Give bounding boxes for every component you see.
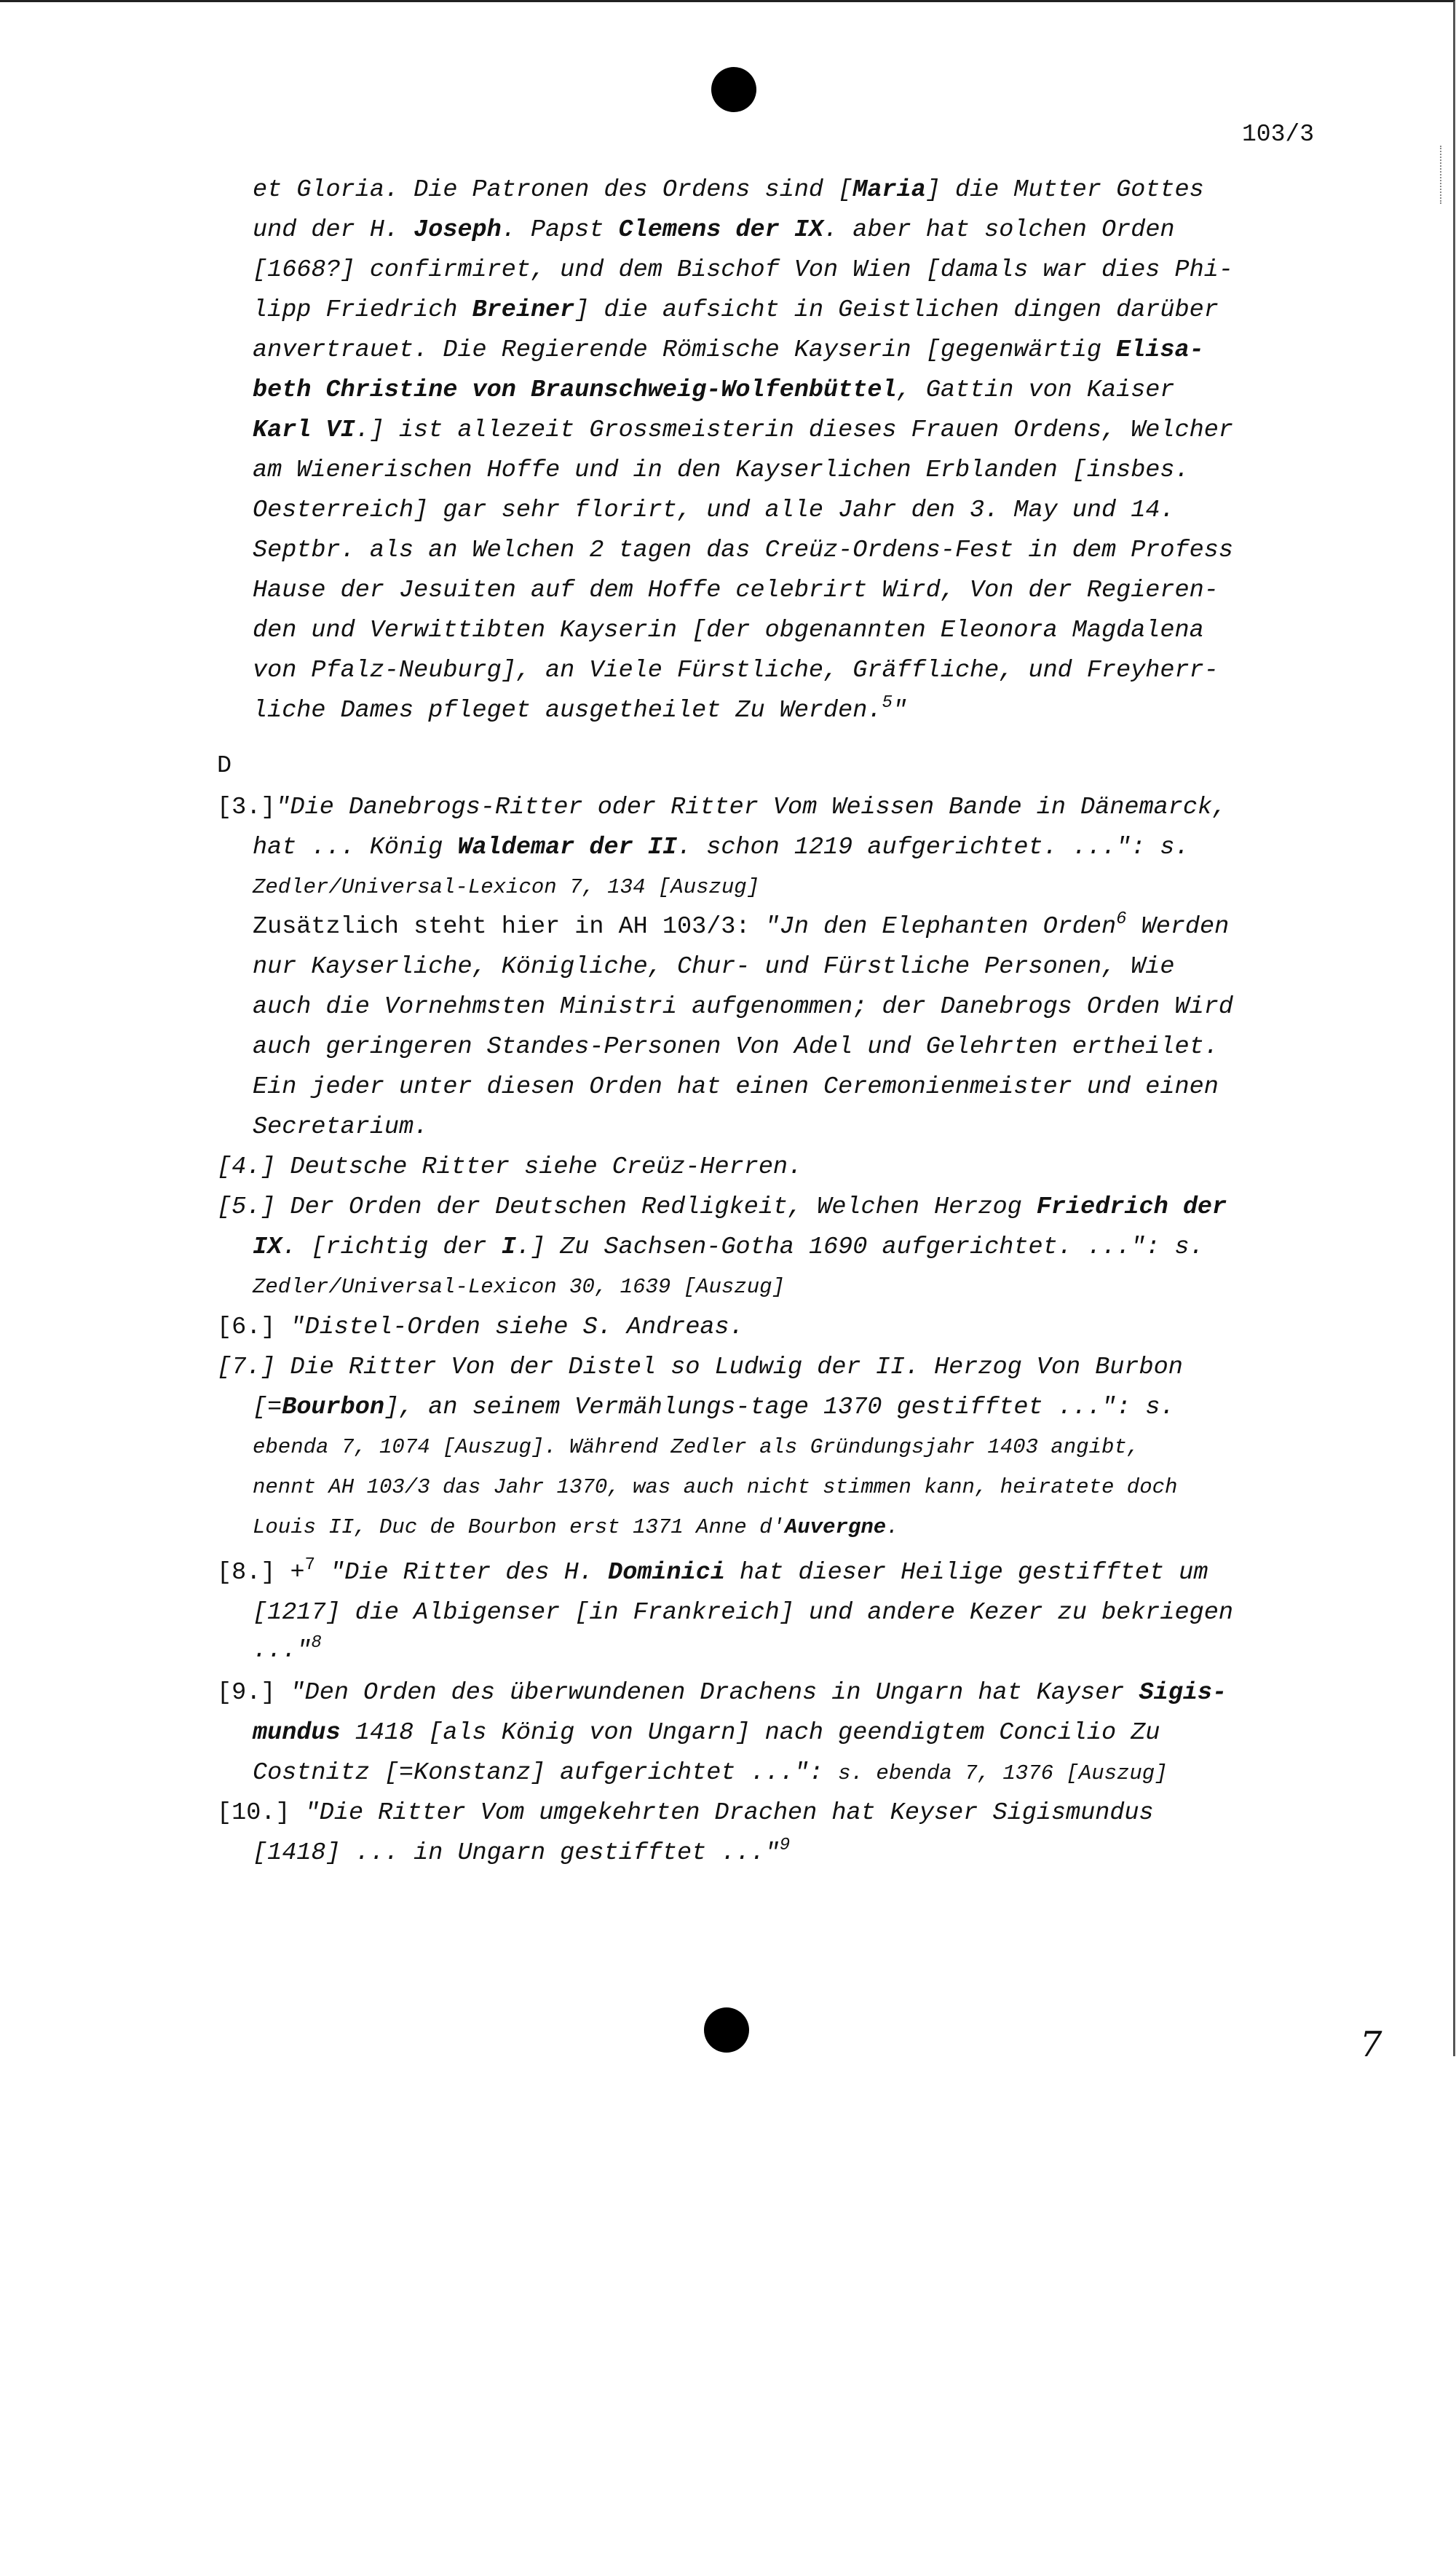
text-line: Costnitz [=Konstanz] aufgerichtet ...": s. ebenda 7, 1376 [Auszug]: [253, 1759, 1168, 1787]
note-line: nennt AH 103/3 das Jahr 1370, was auch nicht stimmen kann, heiratete doch: [253, 1475, 1178, 1499]
text-line: Hause der Jesuiten auf dem Hoffe celebrirt Wird, Von der Regieren-: [253, 577, 1219, 604]
entry-4: [4.] Deutsche Ritter siehe Creüz-Herren.: [217, 1153, 803, 1181]
punch-hole-top: [711, 67, 756, 112]
text-line: IX. [richtig der I.] Zu Sachsen-Gotha 1690 aufgerichtet. ...": s.: [253, 1233, 1204, 1261]
text-line: Ein jeder unter diesen Orden hat einen Ceremonienmeister und einen: [253, 1073, 1219, 1101]
text-line: [1668?] confirmiret, und dem Bischof Von Wien [damals war dies Phi-: [253, 256, 1233, 284]
entry-8: [8.] +$^7$ "Die Ritter des H. Dominici hat dieser Heilige gestifftet um: [217, 1555, 1208, 1587]
note-line: ebenda 7, 1074 [Auszug]. Während Zedler als Gründungsjahr 1403 angibt,: [253, 1435, 1140, 1459]
text-line: Karl VI.] ist allezeit Grossmeisterin dieses Frauen Ordens, Welcher: [253, 416, 1233, 444]
text-line: hat ... König Waldemar der II. schon 1219 aufgerichtet. ...": s.: [253, 834, 1190, 861]
text-line: am Wienerischen Hoffe und in den Kayserlichen Erblanden [insbes.: [253, 457, 1190, 484]
text-line: Zusätzlich steht hier in AH 103/3: "Jn den Elephanten Orden$^6$ Werden: [253, 909, 1230, 941]
text-line: Septbr. als an Welchen 2 tagen das Creüz-Ordens-Fest in dem Profess: [253, 537, 1233, 564]
citation: Zedler/Universal-Lexicon 7, 134 [Auszug]: [253, 875, 760, 899]
entry-10: [10.] "Die Ritter Vom umgekehrten Drachen hat Keyser Sigismundus: [217, 1799, 1154, 1827]
punch-hole-bottom: [704, 2007, 749, 2053]
text-line: beth Christine von Braunschweig-Wolfenbüttel, Gattin von Kaiser: [253, 376, 1175, 404]
entry-9: [9.] "Den Orden des überwundenen Drachens in Ungarn hat Kayser Sigis-: [217, 1679, 1227, 1707]
text-line: et Gloria. Die Patronen des Ordens sind [Maria] die Mutter Gottes: [253, 176, 1204, 204]
entry-3: [3.]"Die Danebrogs-Ritter oder Ritter Vom Weissen Bande in Dänemarck,: [217, 794, 1227, 821]
text-line: auch geringeren Standes-Personen Von Adel und Gelehrten ertheilet.: [253, 1033, 1219, 1061]
page-number: 103/3: [1242, 121, 1315, 148]
note-line: Louis II, Duc de Bourbon erst 1371 Anne d'Auvergne.: [253, 1515, 899, 1539]
text-line: den und Verwittibten Kayserin [der obgenannten Eleonora Magdalena: [253, 617, 1204, 644]
entry-6: [6.] "Distel-Orden siehe S. Andreas.: [217, 1314, 744, 1341]
text-line: lipp Friedrich Breiner] die aufsicht in Geistlichen dingen darüber: [253, 296, 1219, 324]
edge-marks: [1440, 146, 1446, 204]
text-line: von Pfalz-Neuburg], an Viele Fürstliche, Gräffliche, und Freyherr-: [253, 657, 1219, 684]
entry-7: [7.] Die Ritter Von der Distel so Ludwig der II. Herzog Von Burbon: [217, 1354, 1183, 1381]
text-line: Oesterreich] gar sehr florirt, und alle Jahr den 3. May und 14.: [253, 497, 1175, 524]
text-line: Secretarium.: [253, 1113, 429, 1141]
text-line: [1217] die Albigenser [in Frankreich] und andere Kezer zu bekriegen: [253, 1599, 1233, 1627]
text-line: ..."$^8$: [253, 1632, 322, 1664]
text-line: und der H. Joseph. Papst Clemens der IX. aber hat solchen Orden: [253, 216, 1175, 244]
citation: Zedler/Universal-Lexicon 30, 1639 [Auszug]: [253, 1275, 785, 1299]
text-line: auch die Vornehmsten Ministri aufgenommen; der Danebrogs Orden Wird: [253, 993, 1233, 1021]
text-line: [1418] ... in Ungarn gestifftet ..."$^9$: [253, 1835, 791, 1867]
text-line: nur Kayserliche, Königliche, Chur- und Fürstliche Personen, Wie: [253, 953, 1175, 981]
text-line: [=Bourbon], an seinem Vermählungs-tage 1370 gestifftet ...": s.: [253, 1394, 1175, 1421]
handwritten-page-mark: 7: [1360, 2024, 1382, 2065]
section-letter: D: [217, 752, 232, 780]
entry-5: [5.] Der Orden der Deutschen Redligkeit, Welchen Herzog Friedrich der: [217, 1193, 1227, 1221]
text-line: liche Dames pfleget ausgetheilet Zu Werden.$^5$": [253, 692, 907, 724]
text-line: mundus 1418 [als König von Ungarn] nach geendigtem Concilio Zu: [253, 1719, 1160, 1747]
text-line: anvertrauet. Die Regierende Römische Kayserin [gegenwärtig Elisa-: [253, 336, 1204, 364]
